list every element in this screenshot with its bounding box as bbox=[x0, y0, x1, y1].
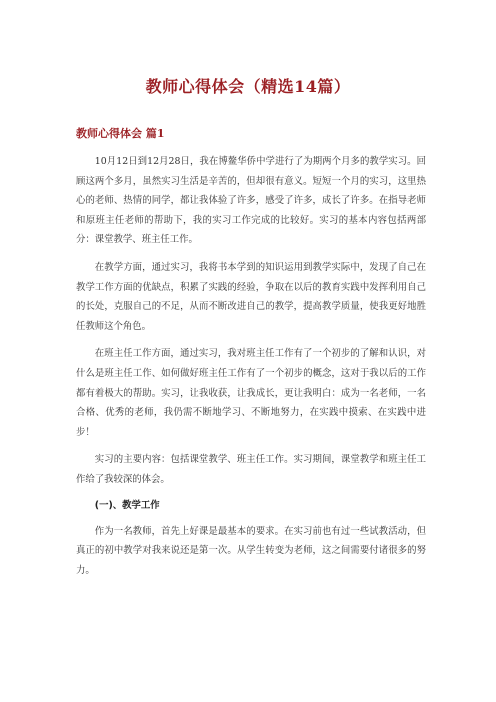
document-body bbox=[76, 152, 426, 588]
body-paragraph: 作为一名教师，首先上好课是最基本的要求。在实习前也有过一些试教活动，但真正的初中教学对我来说还是第一次。从学生转变为老师，这之间需要付诸很多的努力。 bbox=[76, 525, 426, 576]
body-paragraph: 10月12日到12月28日，我在博鳌华侨中学进行了为期两个月多的教学实习。回顾这两个多月，虽然实习生活是辛苦的，但却很有意义。短短一个月的实习，这里热心的老师、热情的同学，都让我体验了许多，感受了许多，成长了许多。在指导老师和原班主任老师的帮助下，我的实习工作完成的比较好。实习的基本内容包括两部分：课堂教学、班主任工作。 bbox=[76, 156, 426, 246]
subheading-teaching-work: (一)、教学工作 bbox=[94, 499, 160, 511]
body-paragraph: 在教学方面，通过实习，我将书本学到的知识运用到教学实际中，发现了自己在教学工作方面的优缺点，积累了实践的经验，争取在以后的教育实践中发挥利用自己的长处，克服自己的不足，从而不断改进自己的教学，提高教学质量，使我更好地胜任教师这个角色。 bbox=[76, 261, 426, 332]
section-heading: 教师心得体会 篇1 bbox=[76, 127, 165, 140]
body-paragraph: 实习的主要内容：包括课堂教学、班主任工作。实习期间，课堂教学和班主任工作给了我较深的体会。 bbox=[76, 454, 426, 485]
body-paragraph: 在班主任工作方面，通过实习，我对班主任工作有了一个初步的了解和认识，对什么是班主任工作、如何做好班主任工作有了一个初步的概念，这对于我以后的工作都有着极大的帮助。实习，让我收获，让我成长，更让我明白：成为一名老师，一名合格、优秀的老师，我仍需不断地学习、不断地努力，在实践中摸索、在实践中进步！ bbox=[76, 348, 426, 438]
document-title: 教师心得体会（精选14篇） bbox=[145, 77, 351, 96]
